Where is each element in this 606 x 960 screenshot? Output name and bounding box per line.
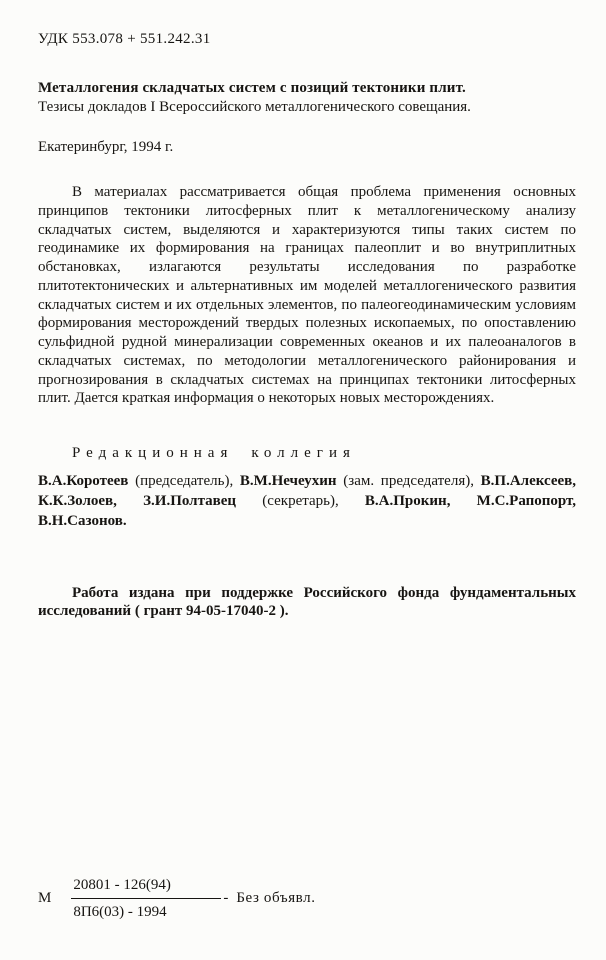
editor-role: (зам. председателя), <box>343 472 474 489</box>
imprint-fraction <box>71 876 221 923</box>
imprint-dash: - <box>223 890 229 907</box>
editor-name: М.С.Рапопорт, <box>476 493 577 509</box>
imprint-letter: М <box>38 890 52 907</box>
title-block <box>38 79 576 117</box>
editorial-board-members <box>38 471 576 532</box>
imprint-numerator: 20801 - 126(94) <box>71 876 221 900</box>
abstract-paragraph: В материалах рассматривается общая проблема применения основных принципов тектоники литосферных плит к металлогеническому анализу складчатых систем, выделяются и характеризуются типы таких систем по геодинамике их формирования на границах палеоплит и во внутриплитных обстановках, излагаются результаты исследования по разработке плитотектонических и альтернативных им моделей металлогенического развития складчатых систем и их отдельных элементов, по палеогеодинамическим условиям формирования месторождений твердых полезных ископаемых, по опоставлению сульфидной рудной минерализации современных океанов и их палеоаналогов в складчатых системах, по методологии металлогенического районирования и прогнозирования в складчатых системах на принципах тектоники литосферных плит. Дается краткая информация о некоторых новых месторождениях. <box>38 184 576 407</box>
editor-name: З.И.Полтавец <box>143 493 237 509</box>
editor-name: В.М.Нечеухин <box>239 472 337 489</box>
imprint-code <box>38 876 576 923</box>
book-title: Металлогения складчатых систем с позиций тектоники плит. <box>38 79 466 96</box>
funding-note: Работа издана при поддержке Российского фонда фундаментальных исследований ( грант 94-05-17040-2 ). <box>38 584 576 620</box>
editor-name: К.К.Золоев, <box>38 493 117 509</box>
book-subtitle: Тезисы докладов I Всероссийского металлогенического совещания. <box>38 98 471 115</box>
editor-name: В.Н.Сазонов. <box>38 513 127 530</box>
editor-role: (председатель), <box>135 472 234 489</box>
place-year: Екатеринбург, 1994 г. <box>38 139 174 156</box>
imprint-denominator: 8П6(03) - 1994 <box>73 904 167 921</box>
editor-name: В.А.Прокин, <box>364 493 451 509</box>
editor-name: В.П.Алексеев, <box>480 472 577 489</box>
editor-role: (секретарь), <box>262 493 339 509</box>
editor-name: В.А.Коротеев <box>38 472 129 489</box>
udc-code: УДК 553.078 + 551.242.31 <box>38 31 211 47</box>
editorial-board-heading: Редакционная коллегия <box>72 445 356 461</box>
imprint-suffix: Без объявл. <box>236 890 316 907</box>
